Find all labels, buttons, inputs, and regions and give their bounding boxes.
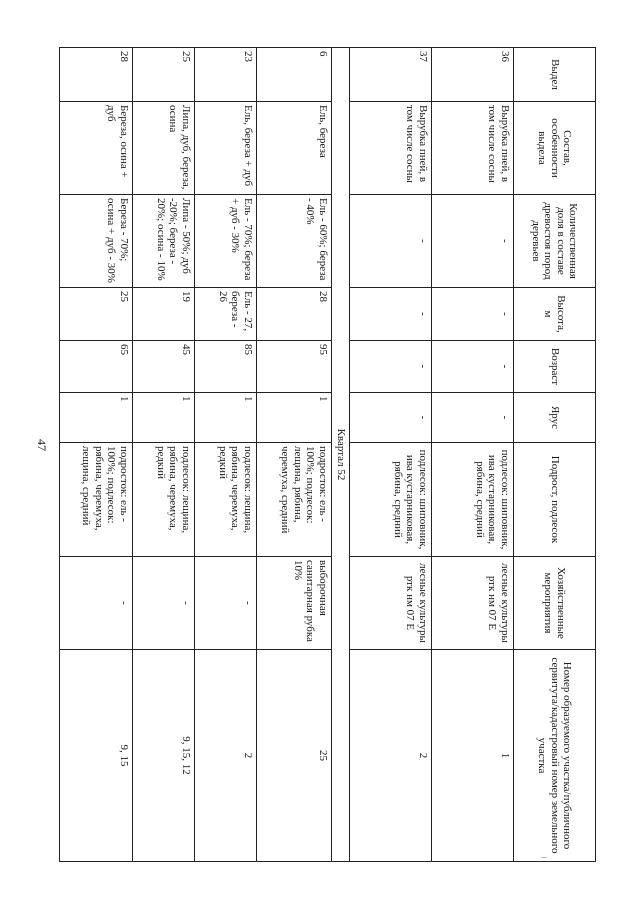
- cell-vozrast: 95: [257, 341, 332, 393]
- header-sostav: Состав, особенности выдела: [514, 102, 596, 195]
- cell-vysota: 28: [257, 288, 332, 341]
- header-nomer: Номер образуемого участка/публичного сервитута/кадастровый номер земельного участка: [514, 650, 596, 862]
- cell-podrost: подлесок: лещина, рябина, черемуха, редкий: [195, 443, 257, 557]
- cell-meropriyatiya: -: [195, 557, 257, 650]
- cell-podrost: подлесок: шиповник, ива кустарниковая, рябина, средний: [432, 443, 514, 557]
- table-rotated-wrapper: [60, 47, 596, 861]
- cell-vydel: 37: [350, 48, 432, 102]
- cell-dolya: -: [350, 195, 432, 288]
- table-header-row: [514, 48, 596, 862]
- cell-vydel: 36: [432, 48, 514, 102]
- cell-vozrast: 45: [133, 341, 195, 393]
- cell-vydel: 6: [257, 48, 332, 102]
- cell-podrost: подросток: ель - 100%; подлесок: рябина, черемуха, лещина, средний: [60, 443, 133, 557]
- cell-dolya: Ель - 60%; береза - 40%: [257, 195, 332, 288]
- cell-meropriyatiya: -: [60, 557, 133, 650]
- cell-podrost: подросток: ель - 100%; подлесок: лещина, рябина, черемуха, средний: [257, 443, 332, 557]
- cell-nomer: 2: [195, 650, 257, 862]
- cell-vydel: 28: [60, 48, 133, 102]
- cell-vysota: -: [350, 288, 432, 341]
- cell-nomer: 25: [257, 650, 332, 862]
- cell-vysota: 25: [60, 288, 133, 341]
- cell-meropriyatiya: -: [133, 557, 195, 650]
- header-vozrast: Возраст: [514, 341, 596, 393]
- cell-sostav: Ель, береза + дуб: [195, 102, 257, 195]
- header-dolya: Количественная доля в составе древостоя пород деревьев: [514, 195, 596, 288]
- quarter-label: Квартал 52: [334, 428, 347, 481]
- table-row: [350, 48, 432, 862]
- cell-yarus: -: [350, 393, 432, 443]
- table-row: [257, 48, 332, 862]
- cell-dolya: Береза - 70%; осина + дуб - 30%: [60, 195, 133, 288]
- header-vydel: Выдел: [514, 48, 596, 102]
- cell-dolya: -: [432, 195, 514, 288]
- cell-podrost: подлесок: лещина, рябина, черемуха, редкий: [133, 443, 195, 557]
- cell-nomer: 1: [432, 650, 514, 862]
- cell-nomer: 9, 15, 12: [133, 650, 195, 862]
- scan-artifact: [541, 857, 547, 858]
- cell-meropriyatiya: лесные культуры ртк нм 07 Е: [432, 557, 514, 650]
- cell-yarus: 1: [133, 393, 195, 443]
- page-number: 47: [35, 439, 49, 451]
- table-row: [133, 48, 195, 862]
- cell-meropriyatiya: выборочная санитарная рубка 10%: [257, 557, 332, 650]
- cell-vysota: -: [432, 288, 514, 341]
- cell-nomer: 9, 15: [60, 650, 133, 862]
- cell-sostav: Береза, осина + дуб: [60, 102, 133, 195]
- header-podrost: Подрост, подлесок: [514, 443, 596, 557]
- cell-vozrast: 65: [60, 341, 133, 393]
- cell-sostav: Ель, береза: [257, 102, 332, 195]
- cell-yarus: 1: [195, 393, 257, 443]
- cell-vydel: 25: [133, 48, 195, 102]
- cell-dolya: Ель - 70%; береза + дуб - 30%: [195, 195, 257, 288]
- cell-vozrast: 85: [195, 341, 257, 393]
- cell-yarus: 1: [257, 393, 332, 443]
- cell-yarus: -: [432, 393, 514, 443]
- cell-sostav: Вырубка пней, в том числе сосны: [432, 102, 514, 195]
- cell-meropriyatiya: лесные культуры ртк нм 07 Е: [350, 557, 432, 650]
- table-row: [60, 48, 133, 862]
- quarter-row: [332, 48, 350, 862]
- cell-yarus: 1: [60, 393, 133, 443]
- cell-podrost: подлесок: шиповник, ива кустарниковая, рябина, средний: [350, 443, 432, 557]
- quarter-cell: [332, 48, 350, 862]
- cell-nomer: 2: [350, 650, 432, 862]
- cell-vozrast: -: [432, 341, 514, 393]
- cell-sostav: Вырубка пней, в том числе сосны: [350, 102, 432, 195]
- table-row: [432, 48, 514, 862]
- cell-vozrast: -: [350, 341, 432, 393]
- header-vysota: Высота, м: [514, 288, 596, 341]
- cell-vysota: 19: [133, 288, 195, 341]
- forest-plots-table: [59, 47, 596, 862]
- cell-dolya: Липа - 50%; дуб -20%; береза - 20%; осина - 10%: [133, 195, 195, 288]
- header-meropriyatiya: Хозяйственные мероприятия: [514, 557, 596, 650]
- cell-vydel: 23: [195, 48, 257, 102]
- table-row: [195, 48, 257, 862]
- cell-vysota: Ель - 27, береза - 26: [195, 288, 257, 341]
- header-yarus: Ярус: [514, 393, 596, 443]
- cell-sostav: Липа, дуб, береза, осина: [133, 102, 195, 195]
